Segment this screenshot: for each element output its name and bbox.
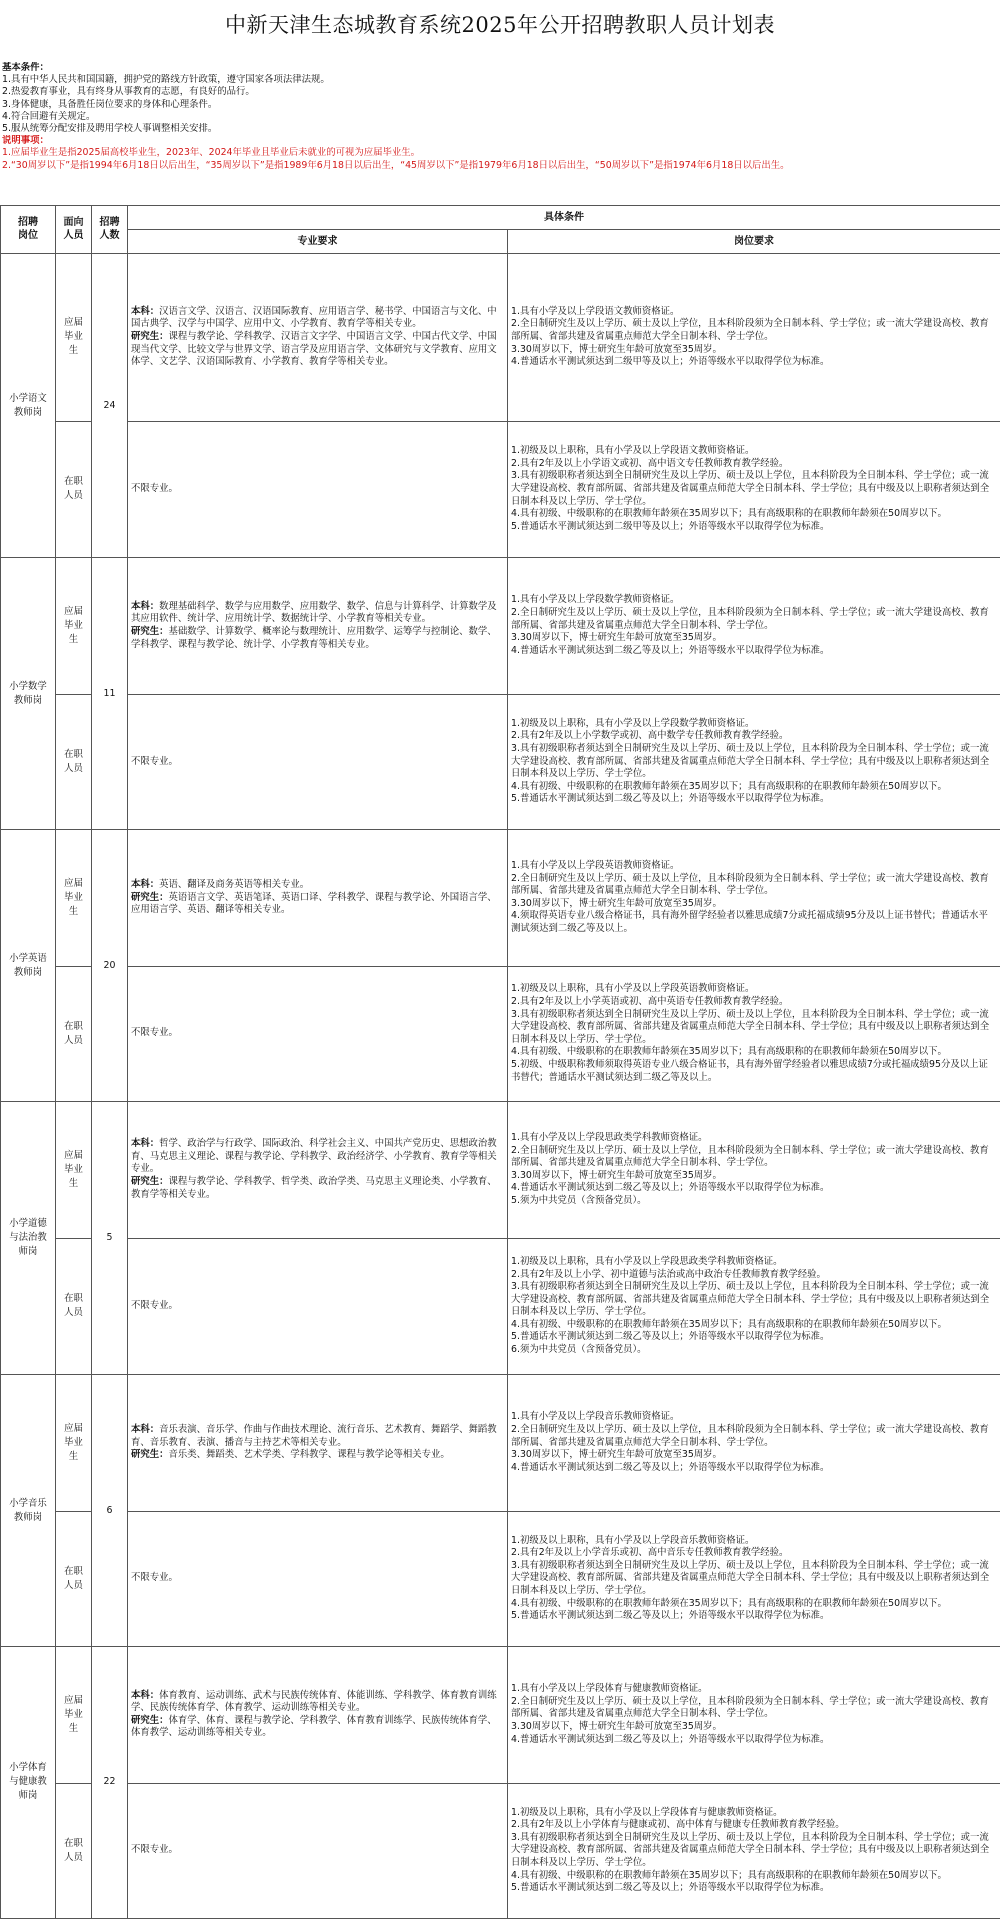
audience-cell: [56, 1783, 92, 1918]
requirement-item: 5.须为中共党员（含预备党员）。: [511, 1194, 647, 1206]
header-audience-text: 人员: [63, 230, 84, 242]
requirement-item: 3.具有初级职称者须达到全日制研究生及以上学历、硕士及以上学位，且本科阶段为全日制本科、学士学位；或一流大学建设高校、教育部所属、省部共建及省属重点师范大学全日制本科、学士学位；具有中级及以上职称者须达到全日制本科及以上学历、学士学位。: [511, 470, 990, 507]
post-name: 教师岗: [13, 406, 43, 418]
major-grad: 研究生：音乐类、舞蹈类、艺术学类、学科教学、课程与教学论等相关专业。: [131, 1449, 450, 1461]
audience-text: 毕业: [64, 1436, 83, 1448]
requirement-cell: [508, 694, 1000, 829]
post-name: 小学音乐: [9, 1497, 47, 1509]
table-row: [1, 1238, 1000, 1375]
requirement-item: 3.30周岁以下，博士研究生年龄可放宽至35周岁。: [511, 343, 722, 355]
major-text: 不限专业。: [131, 483, 178, 495]
major-text: 不限专业。: [131, 755, 178, 767]
requirement-item: 4.具有初级、中级职称的在职教师年龄须在35周岁以下；具有高级职称的在职教师年龄须在50周岁以下。: [511, 1046, 947, 1058]
requirement-item: 3.具有初级职称者须达到全日制研究生及以上学历、硕士及以上学位，且本科阶段为全日制本科、学士学位；或一流大学建设高校、教育部所属、省部共建及省属重点师范大学全日制本科、学士学位；具有中级及以上职称者须达到全日制本科及以上学历、学士学位。: [511, 1559, 990, 1597]
table-row: [1, 558, 1000, 695]
audience-text: 人员: [64, 1307, 83, 1319]
audience-text: 人员: [64, 1851, 83, 1863]
audience-text: 在职: [64, 1293, 83, 1305]
requirement-item: 2.具有2年及以上小学语文或初、高中语文专任教师教育教学经验。: [511, 457, 789, 469]
recruitment-table: [0, 205, 1000, 1919]
requirement-item: 2.具有2年及以上小学英语或初、高中英语专任教师教育教学经验。: [511, 996, 789, 1007]
major-undergrad: 本科：数理基础科学、数学与应用数学、应用数学、数学、信息与计算科学、计算数学及其应用软件、统计学、应用统计学、数据统计学、小学教育等相关专业。: [131, 600, 497, 625]
audience-text: 生: [68, 905, 79, 917]
requirement-item: 3.具有初级职称者须达到全日制研究生及以上学历、硕士及以上学位，且本科阶段为全日制本科、学士学位；或一流大学建设高校、教育部所属、省部共建及省属重点师范大学全日制本科、学士学位；具有中级及以上职称者须达到全日制本科及以上学历、学士学位。: [511, 1831, 990, 1869]
major-undergrad: 本科：汉语言文学、汉语言、汉语国际教育、应用语言学、秘书学、中国语言与文化、中国古典学、汉学与中国学、应用中文、小学教育、教育学等相关专业。: [131, 305, 497, 330]
requirement-item: 5.普通话水平测试须达到二级甲等及以上；外语等级水平以取得学位为标准。: [511, 520, 830, 532]
major-undergrad-label: 本科：: [131, 878, 160, 890]
requirement-cell: [508, 830, 1000, 967]
table-row: [1, 1101, 1000, 1238]
requirement-item: 3.30周岁以下，博士研究生年龄可放宽至35周岁。: [511, 1449, 722, 1461]
audience-cell: [56, 558, 92, 695]
audience-cell: [56, 830, 92, 967]
audience-cell: [56, 1511, 92, 1646]
major-cell: [128, 1646, 508, 1783]
requirement-cell: [508, 1783, 1000, 1918]
major-undergrad: 本科：音乐表演、音乐学、作曲与作曲技术理论、流行音乐、艺术教育、舞蹈学、舞蹈教育、音乐教育、表演、播音与主持艺术等相关专业。: [131, 1423, 497, 1448]
count-cell: 20: [92, 830, 128, 1102]
audience-text: 在职: [64, 748, 83, 760]
requirement-cell: [508, 1101, 1000, 1238]
audience-text: 应届: [64, 877, 83, 889]
audience-text: 在职: [64, 476, 83, 488]
post-name: 小学数学: [9, 680, 47, 692]
header-audience: [56, 206, 92, 254]
audience-text: 毕业: [64, 891, 83, 903]
post-cell: [1, 1375, 56, 1647]
requirement-item: 4.具有初级、中级职称的在职教师年龄须在35周岁以下；具有高级职称的在职教师年龄须在50周岁以下。: [511, 1597, 947, 1609]
major-grad-label: 研究生：: [131, 1714, 169, 1726]
requirement-item: 3.具有初级职称者须达到全日制研究生及以上学历、硕士及以上学位，且本科阶段为全日制本科、学士学位；或一流大学建设高校、教育部所属、省部共建及省属重点师范大学全日制本科、学士学位；具有中级及以上职称者须达到全日制本科及以上学历、学士学位。: [511, 1008, 990, 1045]
requirement-item: 4.具有初级、中级职称的在职教师年龄须在35周岁以下；具有高级职称的在职教师年龄须在50周岁以下。: [511, 1869, 947, 1881]
major-undergrad: 本科：哲学、政治学与行政学、国际政治、科学社会主义、中国共产党历史、思想政治教育、马克思主义理论、课程与教学论、学科教学、政治经济学、小学教育、教育学等相关专业。: [131, 1138, 497, 1175]
audience-text: 在职: [64, 1837, 83, 1849]
major-cell: [128, 694, 508, 829]
table-row: [1, 1375, 1000, 1512]
audience-text: 人员: [64, 490, 83, 502]
table-row: [1, 1646, 1000, 1783]
requirement-cell: [508, 1238, 1000, 1375]
audience-cell: [56, 1375, 92, 1512]
header-requirement: 岗位要求: [508, 229, 1000, 253]
requirement-item: 1.具有小学及以上学段体育与健康教师资格证。: [511, 1683, 708, 1695]
audience-text: 人员: [64, 762, 83, 774]
post-name: 小学道德: [9, 1218, 47, 1230]
major-grad: 研究生：课程与教学论、学科教学、汉语言文字学、中国语言文学、中国古代文学、中国现当代文学、比较文学与世界文学、语言学及应用语言学、文体研究与文学教育、应用文体学、文艺学、汉语国际教育、小学教育、教育学等相关专业。: [131, 330, 497, 368]
audience-text: 毕业: [64, 1708, 83, 1720]
table-row: [1, 1511, 1000, 1646]
header-post-text: 岗位: [18, 230, 38, 242]
post-name: 教师岗: [13, 1511, 43, 1523]
audience-text: 生: [68, 1722, 79, 1734]
requirement-item: 1.具有小学及以上学段音乐教师资格证。: [511, 1411, 680, 1423]
page-title: 中新天津生态城教育系统2025年公开招聘教职人员计划表: [225, 13, 775, 37]
requirement-item: 3.30周岁以下，博士研究生年龄可放宽至35周岁。: [511, 632, 722, 644]
major-undergrad-label: 本科：: [131, 305, 160, 317]
post-name: 教师岗: [13, 966, 43, 978]
notes-section: [2, 62, 998, 172]
major-grad: 研究生：课程与教学论、学科教学、哲学类、政治学类、马克思主义理论类、小学教育、教育学等相关专业。: [131, 1176, 497, 1200]
count-cell: 6: [92, 1375, 128, 1647]
basic-condition-item: 5.服从统筹分配安排及聘用学校人事调整相关安排。: [2, 123, 218, 135]
requirement-item: 6.须为中共党员（含预备党员）。: [511, 1344, 647, 1356]
requirement-item: 2.全日制研究生及以上学历、硕士及以上学位，且本科阶段须为全日制本科、学士学位；或一流大学建设高校、教育部所属、省部共建及省属重点师范大学全日制本科、学士学位。: [511, 607, 989, 631]
requirement-item: 1.初级及以上职称，具有小学及以上学段数学教师资格证。: [511, 717, 755, 729]
audience-cell: [56, 1238, 92, 1375]
audience-cell: [56, 1646, 92, 1783]
requirement-item: 4.须取得英语专业八级合格证书，具有海外留学经验者以雅思成绩7分或托福成绩95分及以上证书替代；普通话水平测试须达到二级乙等及以上。: [511, 910, 988, 935]
count-cell: 11: [92, 558, 128, 830]
requirement-item: 5.普通话水平测试须达到二级乙等及以上；外语等级水平以取得学位为标准。: [511, 1882, 830, 1894]
header-post-text: 招聘: [18, 217, 38, 229]
post-name: 师岗: [18, 1790, 38, 1802]
major-cell: [128, 1783, 508, 1918]
requirement-item: 5.普通话水平测试须达到二级乙等及以上；外语等级水平以取得学位为标准。: [511, 1331, 830, 1343]
requirement-item: 1.初级及以上职称，具有小学及以上学段音乐教师资格证。: [511, 1534, 755, 1546]
major-cell: [128, 1101, 508, 1238]
requirement-item: 3.30周岁以下，博士研究生年龄可放宽至35周岁。: [511, 1721, 722, 1733]
audience-text: 在职: [64, 1020, 83, 1032]
major-cell: [128, 966, 508, 1101]
requirement-cell: [508, 1375, 1000, 1512]
post-name: 小学体育: [9, 1762, 47, 1774]
header-count: [92, 206, 128, 254]
major-cell: [128, 1375, 508, 1512]
requirement-cell: [508, 558, 1000, 695]
requirement-item: 3.30周岁以下，博士研究生年龄可放宽至35周岁。: [511, 1169, 722, 1181]
audience-text: 人员: [64, 1034, 83, 1046]
audience-text: 生: [68, 633, 79, 645]
audience-cell: [56, 966, 92, 1101]
requirement-item: 1.初级及以上职称，具有小学及以上学段英语教师资格证。: [511, 983, 755, 995]
requirement-item: 4.具有初级、中级职称的在职教师年龄须在35周岁以下；具有高级职称的在职教师年龄须在50周岁以下。: [511, 1318, 947, 1330]
requirement-item: 2.全日制研究生及以上学历、硕士及以上学位，且本科阶段须为全日制本科、学士学位；或一流大学建设高校、教育部所属、省部共建及省属重点师范大学全日制本科、学士学位。: [511, 1144, 989, 1169]
major-grad-label: 研究生：: [131, 1176, 169, 1188]
header-row: [1, 206, 1000, 230]
major-text: 不限专业。: [131, 1027, 178, 1039]
requirement-item: 3.具有初级职称者须达到全日制研究生及以上学历、硕士及以上学位，且本科阶段为全日制本科、学士学位；或一流大学建设高校、教育部所属、省部共建及省属重点师范大学全日制本科、学士学位；具有中级及以上职称者须达到全日制本科及以上学历、学士学位。: [511, 742, 990, 780]
audience-cell: [56, 421, 92, 558]
audience-text: 毕业: [64, 619, 83, 631]
post-cell: [1, 1646, 56, 1918]
subheader-row: [1, 229, 1000, 253]
basic-condition-item: 3.身体健康，具备胜任岗位要求的身体和心理条件。: [2, 98, 218, 110]
requirement-item: 5.普通话水平测试须达到二级乙等及以上；外语等级水平以取得学位为标准。: [511, 1610, 830, 1622]
requirement-item: 1.初级及以上职称，具有小学及以上学段体育与健康教师资格证。: [511, 1806, 783, 1818]
post-name: 与法治教: [9, 1232, 47, 1244]
header-count-text: 人数: [99, 230, 120, 242]
requirement-item: 1.初级及以上职称，具有小学及以上学段思政类学科教师资格证。: [511, 1255, 783, 1267]
requirement-item: 5.初级、中级职称教师须取得英语专业八级合格证书，具有海外留学经验者以雅思成绩7分或托福成绩95分及以上证书替代；普通话水平测试须达到二级乙等及以上。: [511, 1058, 988, 1083]
requirement-item: 4.普通话水平测试须达到二级甲等及以上；外语等级水平以取得学位为标准。: [511, 356, 830, 368]
basic-condition-item: 2.热爱教育事业，具有终身从事教育的志愿，有良好的品行。: [2, 86, 255, 98]
audience-text: 毕业: [64, 331, 83, 343]
audience-cell: [56, 1101, 92, 1238]
major-text: 不限专业。: [131, 1572, 178, 1584]
basic-conditions-title: 基本条件：: [2, 62, 49, 73]
post-name: 小学语文: [9, 392, 47, 404]
table-row: [1, 966, 1000, 1101]
requirement-item: 2.具有2年及以上小学体育与健康或初、高中体育与健康专任教师教育教学经验。: [511, 1819, 845, 1831]
audience-text: 在职: [64, 1565, 83, 1577]
major-grad-label: 研究生：: [131, 891, 169, 903]
post-cell: [1, 558, 56, 830]
explain-item: 1.应届毕业生是指2025届高校毕业生，2023年、2024年毕业且毕业后未就业的可视为应届毕业生。: [2, 147, 421, 159]
count-cell: 24: [92, 253, 128, 557]
major-cell: [128, 1511, 508, 1646]
requirement-item: 1.具有小学及以上学段思政类学科教师资格证。: [511, 1131, 708, 1143]
table-row: [1, 694, 1000, 829]
audience-text: 应届: [64, 1149, 83, 1161]
requirement-item: 4.普通话水平测试须达到二级乙等及以上；外语等级水平以取得学位为标准。: [511, 1461, 830, 1473]
audience-text: 应届: [64, 1422, 83, 1434]
requirement-cell: [508, 421, 1000, 558]
audience-cell: [56, 694, 92, 829]
count-cell: 22: [92, 1646, 128, 1918]
count-cell: 5: [92, 1101, 128, 1374]
audience-text: 生: [68, 345, 79, 357]
requirement-item: 4.普通话水平测试须达到二级乙等及以上；外语等级水平以取得学位为标准。: [511, 1733, 830, 1745]
header-post: [1, 206, 56, 254]
major-text: 不限专业。: [131, 1844, 178, 1856]
major-cell: [128, 253, 508, 421]
major-cell: [128, 830, 508, 967]
requirement-item: 5.普通话水平测试须达到二级乙等及以上；外语等级水平以取得学位为标准。: [511, 793, 830, 805]
explain-item: 2.“30周岁以下”是指1994年6月18日以后出生，“35周岁以下”是指1989年6月18日以后出生，“45周岁以下”是指1979年6月18日以后出生，“50周岁以下”是指1974年6月18日以后出生。: [2, 159, 790, 171]
requirement-item: 4.普通话水平测试须达到二级乙等及以上；外语等级水平以取得学位为标准。: [511, 1182, 830, 1194]
major-undergrad: 本科：英语、翻译及商务英语等相关专业。: [131, 878, 310, 890]
major-text: 不限专业。: [131, 1299, 178, 1311]
audience-text: 应届: [64, 605, 83, 617]
requirement-item: 1.具有小学及以上学段语文教师资格证。: [511, 305, 680, 317]
requirement-cell: [508, 1511, 1000, 1646]
table-row: [1, 1783, 1000, 1918]
requirement-item: 3.30周岁以下，博士研究生年龄可放宽至35周岁。: [511, 897, 722, 909]
table-row: [1, 830, 1000, 967]
post-name: 师岗: [18, 1246, 38, 1258]
major-grad: 研究生：英语语言文学、英语笔译、英语口译、学科教学、课程与教学论、外国语言学、应用语言学、英语、翻译等相关专业。: [131, 891, 497, 916]
major-cell: [128, 1238, 508, 1375]
requirement-item: 2.全日制研究生及以上学历、硕士及以上学位，且本科阶段须为全日制本科、学士学位；或一流大学建设高校、教育部所属、省部共建及省属重点师范大学全日制本科、学士学位。: [511, 1695, 989, 1720]
major-grad-label: 研究生：: [131, 330, 169, 342]
major-grad-label: 研究生：: [131, 625, 169, 637]
requirement-item: 4.普通话水平测试须达到二级乙等及以上；外语等级水平以取得学位为标准。: [511, 644, 830, 656]
audience-text: 应届: [64, 1694, 83, 1706]
header-audience-text: 面向: [63, 217, 84, 229]
post-cell: [1, 830, 56, 1102]
header-major: 专业要求: [128, 229, 508, 253]
requirement-item: 4.具有初级、中级职称的在职教师年龄须在35周岁以下；具有高级职称的在职教师年龄须在50周岁以下。: [511, 508, 947, 520]
post-name: 小学英语: [9, 952, 47, 964]
table-row: [1, 253, 1000, 421]
major-undergrad: 本科：体育教育、运动训练、武术与民族传统体育、体能训练、学科教学、体育教育训练学、民族传统体育学、体育教学、运动训练等相关专业。: [131, 1689, 497, 1714]
requirement-item: 1.具有小学及以上学段英语教师资格证。: [511, 860, 680, 872]
header-count-text: 招聘: [99, 217, 120, 229]
requirement-item: 2.全日制研究生及以上学历、硕士及以上学位，且本科阶段须为全日制本科、学士学位；或一流大学建设高校、教育部所属、省部共建及省属重点师范大学全日制本科、学士学位。: [511, 872, 989, 897]
post-cell: [1, 253, 56, 557]
major-undergrad-label: 本科：: [131, 600, 160, 612]
major-grad: 研究生：体育学、体育、课程与教学论、学科教学、体育教育训练学、民族传统体育学、体育教学、运动训练等相关专业。: [131, 1714, 497, 1739]
requirement-item: 4.具有初级、中级职称的在职教师年龄须在35周岁以下；具有高级职称的在职教师年龄须在50周岁以下。: [511, 780, 947, 792]
requirement-cell: [508, 253, 1000, 421]
audience-text: 毕业: [64, 1163, 83, 1175]
post-cell: [1, 1101, 56, 1374]
table-row: [1, 421, 1000, 558]
requirement-item: 2.具有2年及以上小学数学或初、高中数学专任教师教育教学经验。: [511, 730, 789, 742]
requirement-item: 2.具有2年及以上小学音乐或初、高中音乐专任教师教育教学经验。: [511, 1547, 789, 1559]
major-undergrad-label: 本科：: [131, 1138, 160, 1150]
post-name: 与健康教: [9, 1776, 47, 1788]
requirement-item: 1.初级及以上职称，具有小学及以上学段语文教师资格证。: [511, 445, 755, 457]
requirement-cell: [508, 966, 1000, 1101]
requirement-item: 2.具有2年及以上小学、初中道德与法治或高中政治专任教师教育教学经验。: [511, 1268, 826, 1280]
major-undergrad-label: 本科：: [131, 1423, 160, 1435]
audience-cell: [56, 253, 92, 421]
audience-text: 生: [68, 1177, 79, 1189]
requirement-item: 1.具有小学及以上学段数学教师资格证。: [511, 594, 680, 606]
requirement-cell: [508, 1646, 1000, 1783]
audience-text: 应届: [64, 317, 83, 329]
major-undergrad-label: 本科：: [131, 1689, 160, 1701]
requirement-item: 3.具有初级职称者须达到全日制研究生及以上学历、硕士及以上学位，且本科阶段为全日制本科、学士学位；或一流大学建设高校、教育部所属、省部共建及省属重点师范大学全日制本科、学士学位；具有中级及以上职称者须达到全日制本科及以上学历、学士学位。: [511, 1281, 990, 1318]
audience-text: 人员: [64, 1579, 83, 1591]
post-name: 教师岗: [13, 694, 43, 706]
major-cell: [128, 421, 508, 558]
requirement-item: 2.全日制研究生及以上学历、硕士及以上学位，且本科阶段须为全日制本科、学士学位；或一流大学建设高校、教育部所属、省部共建及省属重点师范大学全日制本科、学士学位。: [511, 318, 989, 342]
major-grad-label: 研究生：: [131, 1449, 169, 1461]
basic-condition-item: 4.符合回避有关规定。: [2, 110, 96, 122]
basic-condition-item: 1.具有中华人民共和国国籍，拥护党的路线方针政策，遵守国家各项法律法规。: [2, 74, 330, 86]
requirement-item: 2.全日制研究生及以上学历、硕士及以上学位，且本科阶段须为全日制本科、学士学位；或一流大学建设高校、教育部所属、省部共建及省属重点师范大学全日制本科、学士学位。: [511, 1423, 989, 1448]
audience-text: 生: [68, 1450, 79, 1462]
major-grad: 研究生：基础数学、计算数学、概率论与数理统计、应用数学、运筹学与控制论、数学、学科教学、课程与教学论、统计学、小学教育等相关专业。: [131, 625, 497, 650]
explain-title: 说明事项：: [2, 135, 49, 147]
header-conditions: 具体条件: [128, 206, 1000, 230]
major-cell: [128, 558, 508, 695]
